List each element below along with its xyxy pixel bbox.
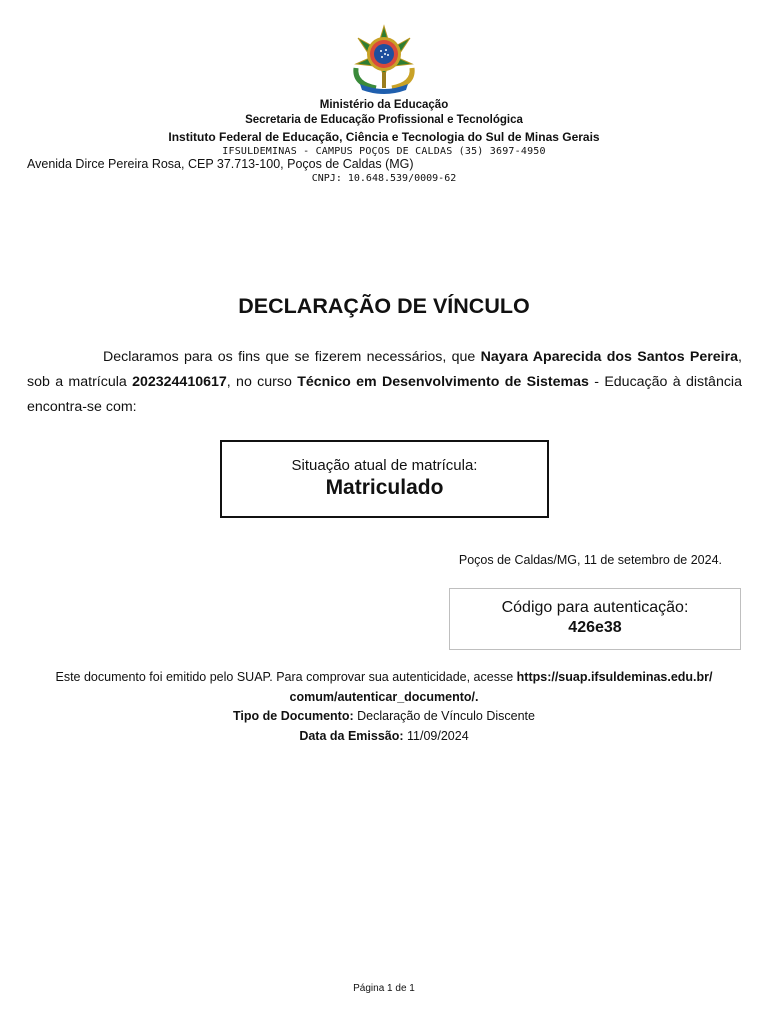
ministry-name: Ministério da Educação (319, 99, 449, 111)
matricula-number: 202324410617 (132, 374, 227, 390)
student-name: Nayara Aparecida dos Santos Pereira (480, 349, 739, 365)
suap-footer (20, 668, 748, 746)
matricula-prefix: , sob a matrícula (27, 349, 742, 390)
authentication-box (449, 588, 741, 650)
declaration-paragraph (27, 345, 742, 420)
page-number: Página 1 de 1 (353, 983, 415, 994)
status-value: Matriculado (325, 476, 444, 499)
enrollment-status-box (220, 440, 549, 518)
intro-text: Declaramos para os fins que se fizerem necessários, que (103, 349, 476, 365)
document-type-label: Tipo de Documento: (233, 709, 354, 723)
institute-name: Instituto Federal de Educação, Ciência e Tecnologia do Sul de Minas Gerais (168, 130, 600, 144)
issue-date-label: Data da Emissão: (299, 728, 404, 743)
course-suffix: - Educação à distância encontra-se com: (27, 374, 742, 415)
status-label: Situação atual de matrícula: (291, 457, 478, 474)
auth-code-value: 426e38 (568, 619, 622, 636)
issue-date-line (20, 727, 748, 747)
cnpj: CNPJ: 10.648.539/0009-62 (311, 173, 457, 184)
auth-url-link[interactable]: https://suap.ifsuldeminas.edu.br/ comum/autenticar_documento/. (289, 670, 713, 704)
issue-date-value: 11/09/2024 (407, 728, 469, 743)
document-type-value: Declaração de Vínculo Discente (357, 709, 535, 723)
document-title: DECLARAÇÃO DE VÍNCULO (238, 294, 530, 318)
suap-notice-text: Este documento foi emitido pelo SUAP. Para comprovar sua autenticidade, acesse (55, 670, 514, 684)
suap-notice (20, 668, 748, 707)
course-name: Técnico em Desenvolvimento de Sistemas (297, 374, 589, 390)
address: Avenida Dirce Pereira Rosa, CEP 37.713-100, Poços de Caldas (MG) (27, 157, 414, 171)
brazil-coat-of-arms-icon (346, 24, 422, 94)
course-prefix: , no curso (226, 374, 292, 390)
place-date-line: Poços de Caldas/MG, 11 de setembro de 2024. (458, 553, 722, 567)
auth-code-label: Código para autenticação: (501, 599, 689, 616)
secretariat-name: Secretaria de Educação Profissional e Tecnológica (245, 114, 523, 126)
campus-info: IFSULDEMINAS - CAMPUS POÇOS DE CALDAS (35) 3697-4950 (222, 146, 546, 157)
document-type-line (20, 707, 748, 727)
